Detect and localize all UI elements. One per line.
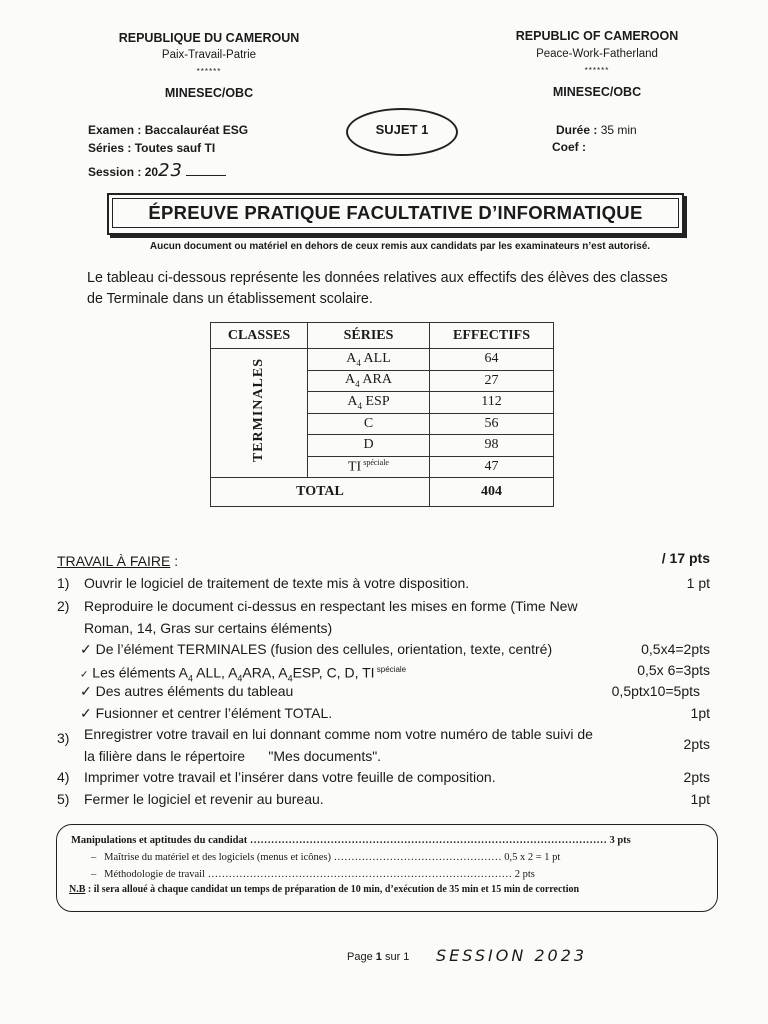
total-label: TOTAL	[211, 478, 430, 507]
task-4-text: Imprimer votre travail et l’insérer dans votre feuille de composition.	[84, 769, 496, 785]
task-5-points: 1pt	[690, 791, 710, 807]
header-right-country: REPUBLIC OF CAMEROON	[515, 29, 679, 43]
group-cell	[211, 349, 308, 478]
header-classes: CLASSES	[211, 323, 308, 349]
exam-series: Séries : Toutes sauf TI	[88, 141, 216, 155]
exam-examen: Examen : Baccalauréat ESG	[88, 123, 249, 137]
grading-nb: N.B : il sera alloué à chaque candidat un temps de préparation de 10 min, d’exécution de 35 min et 15 min de correction	[69, 884, 580, 895]
subtask-2: ✓ Les éléments $A_4$ ALL, $A_4ARA$, $A_4ESP$, C, D, TI $^{spéciale}$	[80, 664, 407, 684]
grading-line-1: Manipulations et aptitudes du candidat ………………………………………………………………………………………… 3 pts	[71, 835, 631, 846]
task-5-num: 5)	[57, 791, 70, 807]
exam-session: Session : 2023	[88, 160, 226, 181]
notice: Aucun document ou matériel en dehors de ceux remis aux candidats par les examinateurs n’est autorisé.	[149, 241, 651, 252]
header-left-ministry: MINESEC/OBC	[164, 86, 254, 100]
task-3-points: 2pts	[683, 736, 710, 752]
task-2-text: Reproduire le document ci-dessus en respectant les mises en forme (Time New Roman, 14, Gras sur certains éléments)	[84, 598, 578, 636]
tasks-heading: TRAVAIL À FAIRE :	[57, 553, 179, 569]
subtask-1: ✓ De l’élément TERMINALES (fusion des cellules, orientation, texte, centré)	[80, 641, 553, 657]
grading-line-2: – Maîtrise du matériel et des logiciels (menus et icônes) ………………………………………… 0,5 x 2 = 1 pt	[91, 852, 561, 863]
value-cell: 47	[430, 456, 554, 478]
value-cell: 98	[430, 435, 554, 457]
title-box	[107, 193, 684, 235]
session-handwritten-footer: SESSION 2023	[436, 946, 588, 965]
subject-oval: SUJET 1	[346, 108, 458, 156]
table-total-row	[211, 478, 554, 507]
task-5-text: Fermer le logiciel et revenir au bureau.	[84, 791, 324, 807]
intro-text: Le tableau ci-dessous représente les données relatives aux effectifs des élèves des classes de Terminale dans un établissement scolaire.	[87, 270, 668, 307]
task-4-points: 2pts	[683, 769, 710, 785]
page-number: Page 1 sur 1	[347, 951, 410, 963]
header-left-motto: Paix-Travail-Patrie	[161, 49, 257, 61]
page-title: ÉPREUVE PRATIQUE FACULTATIVE D’INFORMATIQUE	[112, 198, 679, 228]
subtask-4: ✓ Fusionner et centrer l’élément TOTAL.	[80, 705, 333, 721]
value-cell: 27	[430, 370, 554, 392]
table-header-row	[211, 323, 554, 349]
value-cell: 56	[430, 413, 554, 435]
group-label: TERMINALES	[251, 358, 266, 463]
header-left-country: REPUBLIQUE DU CAMEROUN	[118, 31, 300, 45]
value-cell: 64	[430, 349, 554, 371]
total-value: 404	[430, 478, 554, 507]
grading-box	[56, 824, 718, 912]
value-cell: 112	[430, 392, 554, 414]
subtask-3: ✓ Des autres éléments du tableau	[80, 683, 294, 699]
exam-coef: Coef :	[552, 140, 586, 154]
table-row	[211, 349, 554, 371]
check-icon: ✓	[80, 669, 89, 681]
series-cell: TI $^{spéciale}$	[308, 456, 430, 478]
task-1-points: 1 pt	[686, 575, 710, 591]
check-icon: ✓	[80, 683, 92, 699]
task-3-num: 3)	[57, 730, 70, 746]
header-right-ministry: MINESEC/OBC	[552, 85, 642, 99]
header-right-motto: Peace-Work-Fatherland	[536, 48, 658, 60]
header-effectifs: EFFECTIFS	[430, 323, 554, 349]
subtask-1-points: 0,5x4=2pts	[641, 641, 710, 657]
task-3-text: Enregistrer votre travail en lui donnant comme nom votre numéro de table suivi de la filière dans le répertoire "Mes documents".	[84, 726, 597, 764]
series-cell: $A_4$ ALL	[308, 349, 430, 371]
task-2-num: 2)	[57, 598, 70, 614]
task-1-text: Ouvrir le logiciel de traitement de texte mis à votre disposition.	[84, 575, 470, 591]
series-cell: C	[308, 413, 430, 435]
check-icon: ✓	[80, 705, 92, 721]
session-handwritten: 23	[158, 160, 183, 181]
tasks-total-points: / 17 pts	[661, 550, 710, 566]
task-4-num: 4)	[57, 769, 70, 785]
exam-duree: Durée : 35 min	[556, 123, 637, 137]
series-cell: $A_4$ ARA	[308, 370, 430, 392]
task-1-num: 1)	[57, 575, 70, 591]
header-series: SÉRIES	[308, 323, 430, 349]
subtask-2-points: 0,5x 6=3pts	[637, 662, 710, 678]
header-left-stars: ******	[196, 67, 222, 76]
subtask-3-points: 0,5ptx10=5pts	[611, 683, 700, 699]
series-cell: $A_4$ ESP	[308, 392, 430, 414]
grading-line-3: – Méthodologie de travail …………………………………………………………………………… 2 pts	[91, 869, 535, 880]
subtask-4-points: 1pt	[690, 705, 710, 721]
header-right-stars: ******	[584, 66, 610, 75]
series-cell: D	[308, 435, 430, 457]
check-icon: ✓	[80, 641, 92, 657]
data-table	[210, 322, 554, 507]
